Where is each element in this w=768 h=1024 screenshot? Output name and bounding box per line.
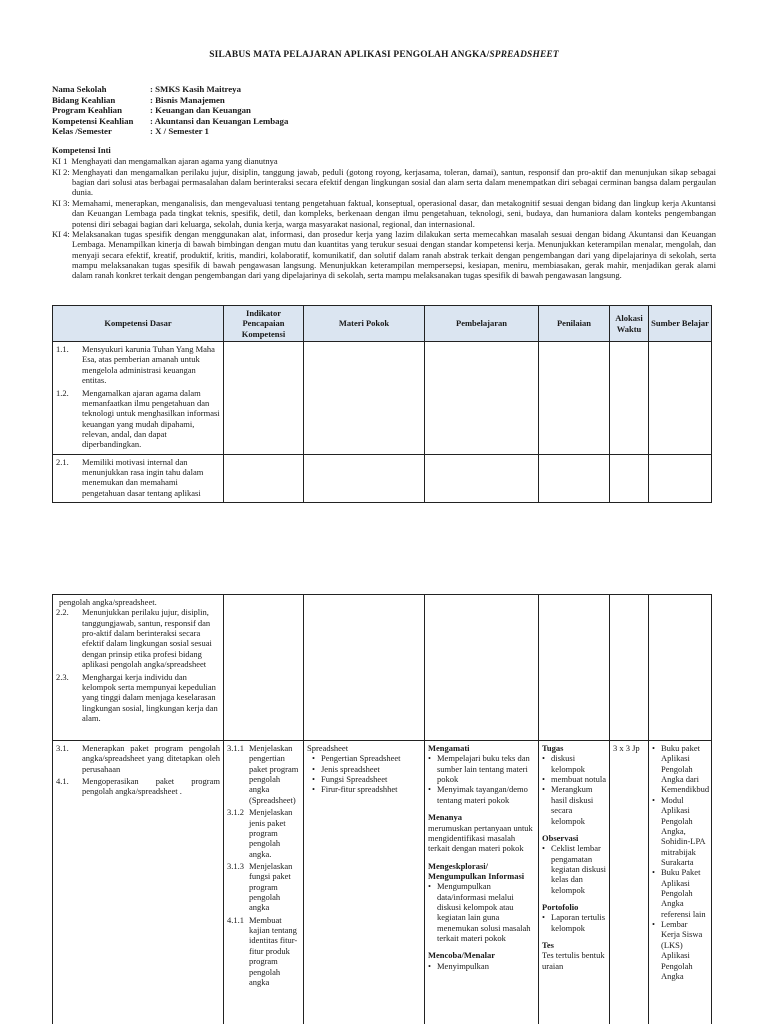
portofolio-heading: Portofolio bbox=[542, 902, 579, 913]
kd-item bbox=[56, 743, 220, 774]
tugas-item: • Merangkum hasil diskusi secara kelompok bbox=[542, 784, 606, 825]
ki-number: KI 1 bbox=[52, 156, 68, 167]
info-label: Kelas /Semester bbox=[52, 126, 112, 137]
indicator-text: Membuat kajian tentang identitas fitur-fitur produk program pengolah angka bbox=[249, 914, 298, 987]
info-row bbox=[52, 84, 288, 95]
penilaian-cell bbox=[539, 741, 610, 1024]
column-header: Indikator Pencapaian Kompetensi bbox=[224, 306, 304, 342]
indicator-item bbox=[227, 807, 300, 859]
materi-item: • Fungsi Spreadsheet bbox=[312, 774, 421, 784]
school-info bbox=[52, 84, 288, 137]
column-header: Penilaian bbox=[539, 306, 610, 342]
kd-number: 3.1. bbox=[56, 743, 69, 753]
syllabus-table-bottom bbox=[52, 594, 712, 1024]
sumber-item: • Modul Aplikasi Pengolah Angka, Sohidin-LPA mitrabijak Surakarta bbox=[652, 795, 708, 868]
materi-item: • Jenis spreadsheet bbox=[312, 764, 421, 774]
indicator-text: Menjelaskan pengertian paket program pengolah angka (Spreadsheet) bbox=[249, 743, 299, 805]
sumber-item: • Lembar Kerja Siswa (LKS) Aplikasi Pengolah Angka bbox=[652, 919, 708, 981]
info-value: : Akuntansi dan Keuangan Lembaga bbox=[150, 115, 289, 126]
materi-title: Spreadsheet bbox=[307, 743, 349, 753]
ki-item bbox=[52, 229, 716, 281]
materi-cell bbox=[304, 741, 425, 1024]
kd-cell bbox=[53, 454, 224, 502]
kd-text: Mensyukuri karunia Tuhan Yang Maha Esa, atas pemberian amanah untuk mengelola administrasi keuangan entitas. bbox=[82, 344, 215, 386]
ki-heading: Kompetensi Inti bbox=[52, 145, 111, 155]
kd-text: Menunjukkan perilaku jujur, disiplin, tanggungjawab, santun, responsif dan pro-aktif dalam berinteraksi secara efektif dalam lingkungan sosial sesuai dengan prinsip etika profesi bidang aplikasi pengolah angka/spreadsheet bbox=[82, 607, 212, 670]
ki-number: KI 4: bbox=[52, 228, 70, 239]
tugas-item: • diskusi kelompok bbox=[542, 753, 606, 774]
ki-text: Menghayati dan mengamalkan ajaran agama yang dianutnya bbox=[71, 156, 278, 167]
kd-text: Mengamalkan ajaran agama dalam memanfaatkan ilmu pengetahuan dan teknologi untuk menghasilkan informasi keuangan yang mudah dipahami, relevan, andal, dan dapat diperbandingkan. bbox=[82, 387, 220, 450]
info-value: : SMKS Kasih Maitreya bbox=[150, 84, 241, 94]
observasi-heading: Observasi bbox=[542, 832, 579, 843]
menanya-text: merumuskan pertanyaan untuk mengidentifikasi masalah terkait dengan materi pokok bbox=[428, 822, 533, 854]
info-row bbox=[52, 116, 288, 127]
indicator-text: Menjelaskan fungsi paket program pengolah angka bbox=[249, 860, 293, 913]
ki-item bbox=[52, 156, 716, 166]
kd-number: 2.2. bbox=[56, 607, 69, 618]
info-value: : Bisnis Manajemen bbox=[150, 94, 225, 105]
alokasi-cell: 3 x 3 Jp bbox=[610, 741, 649, 1024]
ki-item bbox=[52, 198, 716, 229]
indicator-cell bbox=[224, 741, 304, 1024]
info-value: : Keuangan dan Keuangan bbox=[150, 105, 251, 116]
kd-cell bbox=[53, 342, 224, 455]
ki-text: Memahami, menerapkan, menganalisis, dan mengevaluasi tentang pengetahuan faktual, konseptual, operasional dasar, dan metakognitif sesuai dengan bidang dan lingkup kerja Akuntansi dan Keuangan Lembaga pada tingkat teknis, spesifik, detil, dan kompleks, berkenaan dengan ilmu pengetahuan, teknologi, seni, budaya, dan humaniora dalam konteks pengembangan potensi diri sebagai bagian dari keluarga, sekolah, dunia kerja, warga masyarakat nasional, regional, dan internasional. bbox=[72, 197, 716, 229]
info-row bbox=[52, 126, 288, 137]
indicator-text: Menjelaskan jenis paket program pengolah angka. bbox=[249, 807, 293, 859]
kd-cell bbox=[53, 595, 224, 741]
kd-continued: pengolah angka/spreadsheet. bbox=[59, 597, 157, 607]
kd-text: Memiliki motivasi internal dan menunjukkan rasa ingin tahu dalam menemukan dan memahami pengetahuan dasar tentang aplikasi bbox=[82, 456, 204, 498]
info-label: Program Keahlian bbox=[52, 105, 122, 116]
portofolio-item: • Laporan tertulis kelompok bbox=[542, 912, 606, 933]
syllabus-table-top bbox=[52, 305, 712, 503]
kd-number: 2.3. bbox=[56, 671, 69, 682]
tes-heading: Tes bbox=[542, 940, 554, 951]
kd-item bbox=[56, 344, 220, 385]
info-row bbox=[52, 105, 288, 116]
indicator-item bbox=[227, 743, 300, 805]
kd-cell bbox=[53, 741, 224, 1024]
observasi-item: • Ceklist lembar pengamatan kegiatan diskusi kelas dan kelompok bbox=[542, 843, 606, 895]
kd-text: Mengoperasikan paket program pengolah angka/spreadsheet . bbox=[82, 776, 220, 797]
sumber-item: • Buku Paket Aplikasi Pengolah Angka referensi lain bbox=[652, 867, 708, 919]
ki-text: Menghayati dan mengamalkan perilaku jujur, disiplin, tanggung jawab, peduli (gotong royong, kerjasama, toleran, damai), santun, responsif dan pro-aktif dan menunjukan sikap sebagai bagian dari solusi atas berbagai permasalahan dalam berinteraksi secara efektif dengan lingkungan sosial dan alam serta dalam menempatkan diri sebagai cerminan bangsa dalam pergaulan dunia. bbox=[72, 166, 716, 198]
eksplorasi-heading: Mengeskplorasi/ Mengumpulkan Informasi bbox=[428, 860, 525, 881]
ki-text: Melaksanakan tugas spesifik dengan menggunakan alat, informasi, dan prosedur kerja yang lazim dilakukan serta memecahkan masalah sesuai dengan bidang Akuntansi dan Keuangan Lembaga. Menampilkan kinerja di bawah bimbingan dengan mutu dan kuantitas yang terukur sesuai dengan standar kompetensi kerja. Menunjukkan keterampilan menalar, mengolah, dan menyaji secara efektif, kreatif, produktif, kritis, mandiri, kolaboratif, komunikatif, dan solutif dalam ranah abstrak terkait dengan pengembangan dari yang dipelajarinya di sekolah, serta mampu melaksanakan tugas spesifik di bawah pengawasan langsung. Menunjukkan keterampilan mempersepsi, kesiapan, meniru, membiasakan, gerak mahir, menjadikan gerak alami dalam ranah konkret terkait dengan pengembangan dari yang dipelajarinya di sekolah, serta mampu melaksanakan tugas spesifik di bawah pengawasan langsung. bbox=[72, 228, 716, 281]
tugas-item: • membuat notula bbox=[542, 774, 606, 784]
menanya-heading: Menanya bbox=[428, 812, 462, 823]
mengamati-item: • Menyimak tayangan/demo tentang materi pokok bbox=[428, 784, 535, 805]
ki-number: KI 3: bbox=[52, 197, 70, 208]
menalar-item: • Menyimpulkan bbox=[428, 961, 535, 971]
pembelajaran-cell bbox=[425, 741, 539, 1024]
mengamati-item: • Mempelajari buku teks dan sumber lain tentang materi pokok bbox=[428, 753, 535, 784]
indicator-number: 3.1.2 bbox=[227, 807, 244, 818]
kd-item bbox=[56, 388, 220, 450]
indicator-item bbox=[227, 861, 300, 913]
column-header: Kompetensi Dasar bbox=[53, 306, 224, 342]
info-label: Nama Sekolah bbox=[52, 84, 107, 94]
kd-number: 1.1. bbox=[56, 344, 69, 355]
kd-text: Menghargai kerja individu dan kelompok serta mempunyai kepedulian yang tinggi dalam menjaga keselarasan lingkungan sosial, lingkungan kerja dan alam. bbox=[82, 671, 218, 723]
indicator-item bbox=[227, 915, 300, 988]
column-header: Alokasi Waktu bbox=[610, 306, 649, 342]
menalar-heading: Mencoba/Menalar bbox=[428, 950, 496, 961]
column-header: Materi Pokok bbox=[304, 306, 425, 342]
eksplorasi-item: • Mengumpulkan data/informasi melalui diskusi kelompok atau kegiatan lain guna menemukan solusi masalah terkait materi pokok bbox=[428, 881, 535, 943]
kd-number: 1.2. bbox=[56, 387, 69, 398]
column-header: Pembelajaran bbox=[425, 306, 539, 342]
materi-item: • Firur-fitur spreadshhet bbox=[312, 784, 421, 794]
info-row bbox=[52, 95, 288, 106]
mengamati-heading: Mengamati bbox=[428, 743, 470, 753]
info-label: Bidang Keahlian bbox=[52, 94, 116, 105]
tes-text: Tes tertulis bentuk uraian bbox=[542, 950, 605, 971]
info-label: Kompetensi Keahlian bbox=[52, 115, 134, 126]
indicator-number: 4.1.1 bbox=[227, 914, 244, 925]
materi-item: • Pengertian Spreadsheet bbox=[312, 753, 421, 763]
kd-number: 2.1. bbox=[56, 456, 69, 467]
info-value: : X / Semester 1 bbox=[150, 126, 209, 137]
kd-item bbox=[56, 607, 220, 669]
sumber-cell bbox=[649, 741, 712, 1024]
kd-item bbox=[56, 776, 220, 797]
kd-number: 4.1. bbox=[56, 776, 69, 787]
indicator-number: 3.1.1 bbox=[227, 743, 244, 753]
ki-item bbox=[52, 167, 716, 198]
tugas-heading: Tugas bbox=[542, 743, 564, 753]
ki-number: KI 2: bbox=[52, 166, 70, 177]
kd-text: Menerapkan paket program pengolah angka/spreadsheet yang ditetapkan oleh perusahaan bbox=[82, 743, 220, 774]
page-title: SILABUS MATA PELAJARAN APLIKASI PENGOLAH ANGKA/SPREADSHEET bbox=[209, 50, 559, 60]
indicator-number: 3.1.3 bbox=[227, 860, 244, 871]
column-header: Sumber Belajar bbox=[649, 306, 712, 342]
kd-item bbox=[56, 457, 220, 498]
sumber-item: • Buku paket Aplikasi Pengolah Angka dari Kemendikbud bbox=[652, 743, 708, 795]
kompetensi-inti bbox=[52, 145, 716, 281]
kd-item bbox=[56, 672, 220, 724]
